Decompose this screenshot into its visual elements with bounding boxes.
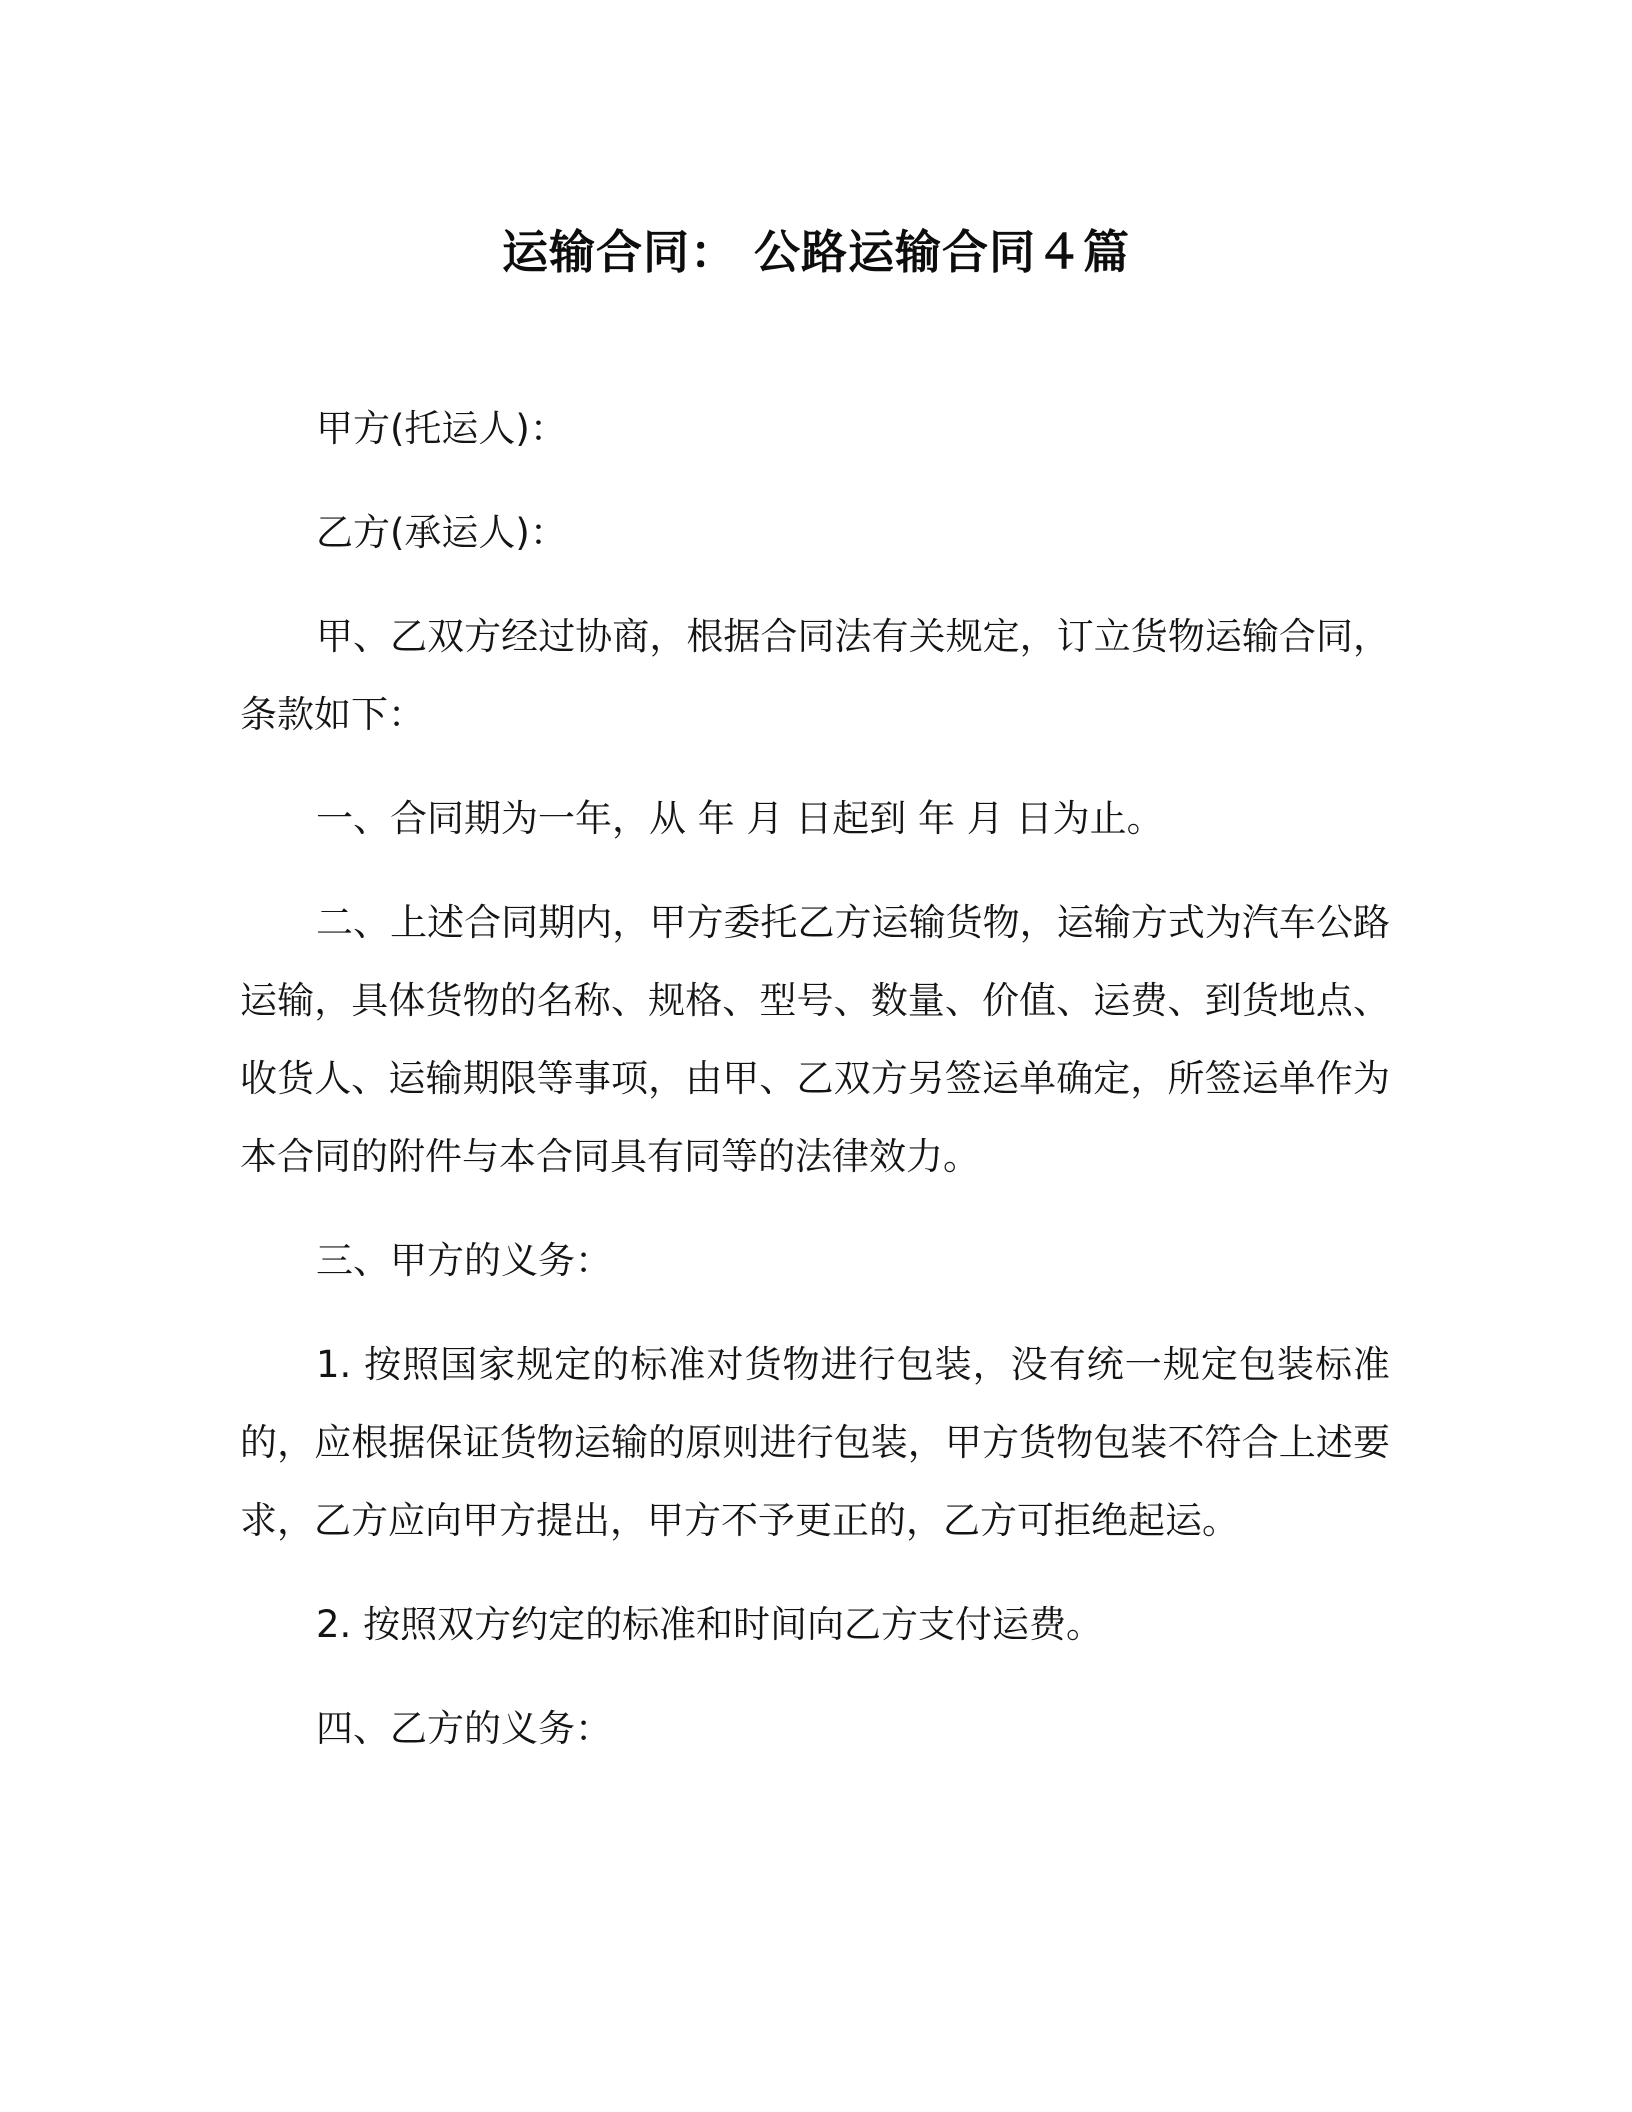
clause-3-item-1: 1. 按照国家规定的标准对货物进行包装，没有统一规定包装标准的，应根据保证货物运输的原则进行包装，甲方货物包装不符合上述要求，乙方应向甲方提出，甲方不予更正的，乙方可拒绝起运。: [240, 1343, 1390, 1542]
party-a-line: 甲方(托运人)：: [316, 407, 567, 450]
clause-3-heading: 三、甲方的义务：: [316, 1239, 612, 1282]
clause-3-item-2: 2. 按照双方约定的标准和时间向乙方支付运费。: [316, 1603, 1104, 1646]
preamble-paragraph: 甲、乙双方经过协商，根据合同法有关规定，订立货物运输合同，条款如下：: [240, 615, 1390, 736]
party-b-line: 乙方(承运人)：: [316, 511, 567, 554]
document-body: [240, 390, 1390, 1794]
document-title: 运输合同： 公路运输合同４篇: [501, 225, 1130, 279]
clause-1: 一、合同期为一年，从 年 月 日起到 年 月 日为止。: [316, 797, 1164, 840]
clause-2: 二、上述合同期内，甲方委托乙方运输货物，运输方式为汽车公路运输，具体货物的名称、规格、型号、数量、价值、运费、到货地点、收货人、运输期限等事项，由甲、乙双方另签运单确定，所签运单作为本合同的附件与本合同具有同等的法律效力。: [240, 901, 1390, 1178]
clause-4-heading: 四、乙方的义务：: [316, 1707, 612, 1750]
